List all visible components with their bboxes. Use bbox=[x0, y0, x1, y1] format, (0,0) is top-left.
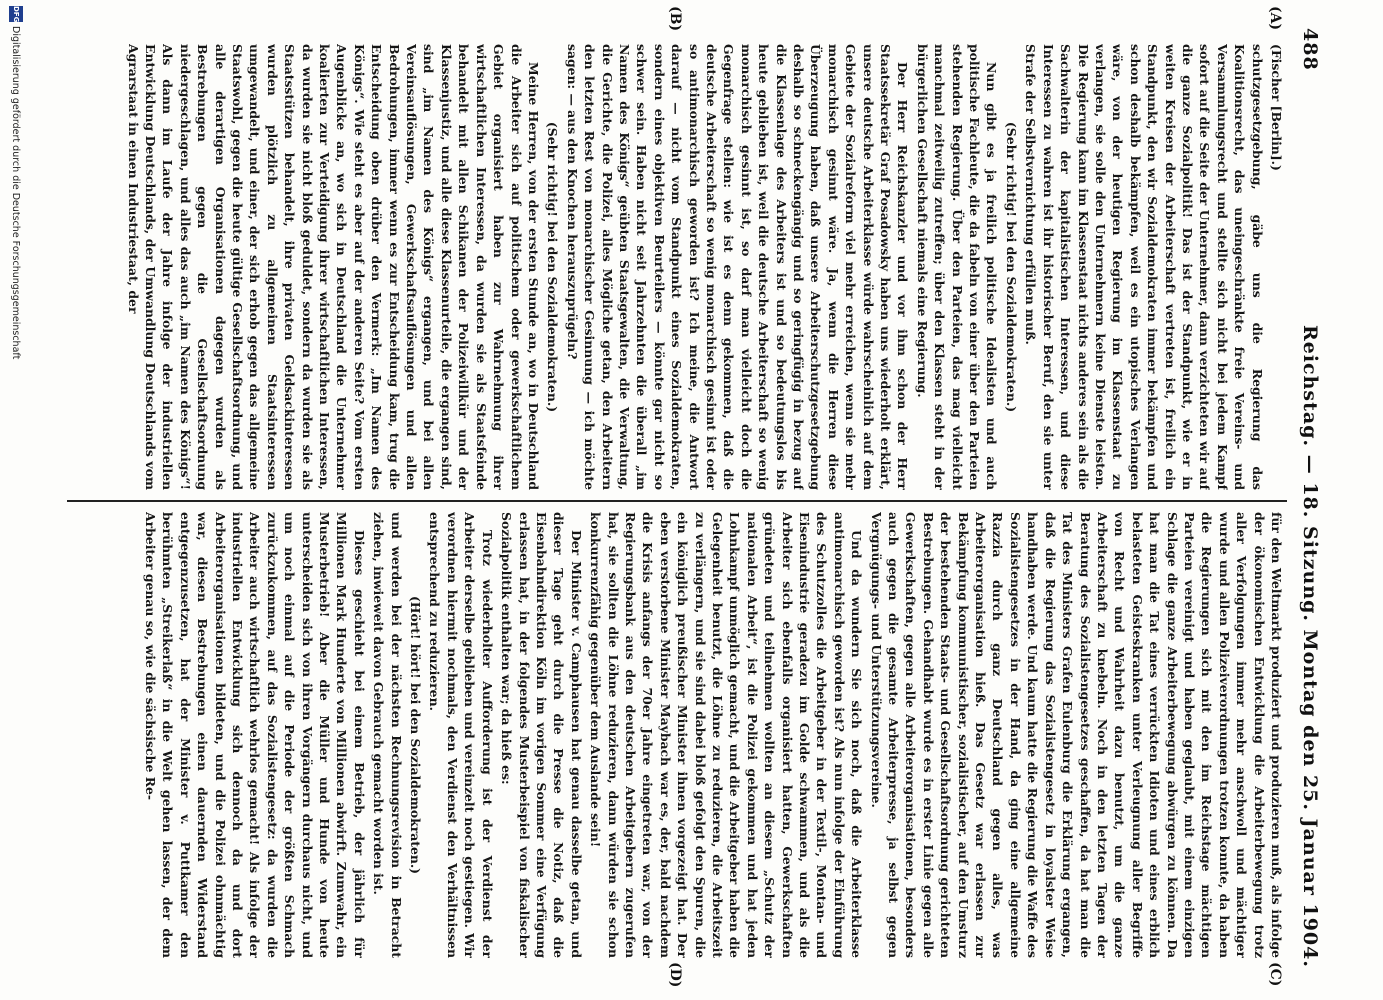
page-header bbox=[1291, 28, 1321, 972]
page-number: 488 bbox=[1299, 28, 1321, 71]
quotation: und werden bei der nächsten Rechnungsrevision in Betracht ziehen, inwieweit davon Gebrauch gemacht worden ist. bbox=[371, 512, 404, 958]
right-column bbox=[63, 512, 1285, 958]
speaker-line: (Fischer [Berlin].) bbox=[1269, 44, 1284, 171]
interjection: (Hört! hört! bei den Sozialdemokraten.) bbox=[408, 595, 424, 875]
digitization-credit bbox=[10, 0, 21, 1000]
margin-mark-b: (B) bbox=[667, 6, 683, 32]
paragraph: Nun gibt es ja freilich politische Idealisten und auch politische Fachleute, die da fabeln von einer über den Parteien stehenden Regierung. Über den Parteien, das mag vielleicht manchmal zeitweilig zutreffen; über den Klassen steht in der bürgerlichen Gesellschaft niemals eine Regierung. bbox=[914, 44, 1000, 490]
paragraph: schutzgesetzgebung, gäbe uns die Regierung das Koalitionsrecht, das uneingeschränkte freie Vereins- und Versammlungsrecht und stellte sich nicht bei jedem Kampf sofort auf die Seite der Unternehmer, dann verzichteten wir auf die ganze Sozialpolitik! Das ist der Standpunkt, wie er in weiten Kreisen der Arbeiterschaft vertreten ist, freilich ein Standpunkt, den wir Sozialdemokraten immer bekämpfen und schon deshalb bekämpfen, weil es ein utopisches Verlangen wäre, von der heutigen Regierung im Klassenstaat zu verlangen, sie solle den Unternehmern keine Dienste leisten. Die Regierung kann im Klassenstaat nichts anderes sein als die Sachwalterin der kapitalistischen Interessen, und diese Interessen zu wahren ist ihr historischer Beruf, den sie unter Strafe der Selbstvernichtung erfüllen muß. bbox=[1023, 44, 1265, 490]
interjection: (Sehr richtig! bei den Sozialdemokraten.) bbox=[545, 121, 561, 413]
paragraph: Der Herr Reichskanzler und vor ihm schon der Herr Staatssekretär Graf Posadowsky haben uns wiederholt erklärt, unsere deutsche Arbeiterklasse würde wahrscheinlich auf dem Gebiete der Sozialreform viel mehr erreichen, wenn sie mehr monarchisch gesinnt wäre. Ja, wenn die Herren diese Überzeugung haben, daß unsere Arbeiterschutzgesetzgebung deshalb so schneckengängig und so geringfügig in bezug auf die Klassenlage des Arbeiters ist und so bedeutungslos bis heute geblieben ist, weil die deutsche Arbeiterschaft so wenig monarchisch gesinnt ist, so darf man vielleicht doch die Gegenfrage stellen: wie ist es denn gekommen, daß die deutsche Arbeiterschaft so wenig monarchisch gesinnt ist oder so antimonarchisch geworden ist? Ich meine, die Antwort darauf — nicht vom Standpunkt eines Sozialdemokraten, sondern eines objektiven Beurteilers — könnte gar nicht so schwer sein. Haben nicht seit Jahrzehnten die überall „im Namen des Königs“ geübten Staatsgewalten, die Verwaltung, die Gerichte, die Polizei, alles Mögliche getan, den Arbeitern den letzten Rest von monarchischer Gesinnung — ich möchte sagen: — aus den Knochen herauszuprügeln? bbox=[564, 44, 911, 490]
margin-mark-c: (C) bbox=[1267, 962, 1283, 987]
margin-mark-a: (A) bbox=[1267, 6, 1283, 31]
margin-mark-d: (D) bbox=[667, 962, 683, 988]
paragraph: Der Minister v. Camphausen hat genau dasselbe getan, und dieser Tage geht durch die Presse die Notiz, daß die Eisenbahndirektion Köln im vorigen Sommer eine Verfügung erlassen hat, in der folgendes Musterbeispiel von fiskalischer Sozialpolitik enthalten war; da hieß es: bbox=[499, 512, 584, 958]
left-column bbox=[63, 44, 1285, 490]
paragraph: Und da wundern Sie sich noch, daß die Arbeiterklasse antimonarchisch geworden ist? Als nun infolge der Einführung des Schutzzolles die Arbeitgeber in der Textil-, Montan- und Eisenindustrie geradezu im Golde schwammen, und als die Arbeiter sich ebenfalls organisiert hatten, Gewerkschaften gründeten und teilnehmen wollten an diesem „Schutz der nationalen Arbeit“, ist die Polizei gekommen und hat jeden Lohnkampf unmöglich gemacht, und die Arbeitgeber haben die Gelegenheit benutzt, die Löhne zu reduzieren, die Arbeitszeit zu verlängern, und sie sind dabei bloß gefolgt den Spuren, die ein königlich preußischer Minister ihnen vorgezeigt hat. Der eben verstorbene Minister Maybach war es, der, bald nachdem die Krisis anfangs der 70er Jahre eingetreten war, von der Regierungsbank aus den deutschen Arbeitgebern zugerufen hat, sie sollten die Löhne reduzieren, dann würden sie schon konkurrenzfähig gegenüber dem Auslande sein! bbox=[588, 512, 865, 958]
paragraph: Dieses geschieht bei einem Betrieb, der jährlich für Millionen Mark Hunderte von Millionen abwirft. Zumwahr, ein Musterbetrieb! Aber die Müller und Hunde von heute unterscheiden sich von ihren Vorgängern durchaus nicht, und um noch einmal auf die Periode der größten Schmach zurückzukommen, auf das Sozialistengesetz: da wurden die Arbeiter auch wirtschaftlich wehrlos gemacht! Als infolge der industriellen Entwicklung sich dennoch da und dort Arbeiterorganisationen bildeten, und die Polizei ohnmächtig war, diesen Bestrebungen einen dauernden Widerstand entgegenzusetzen, hat der Minister v. Puttkamer den berühmten „Streikerlaß“ in die Welt gehen lassen, der dem Arbeiter genau so, wie die sächsische Re- bbox=[143, 512, 367, 958]
credit-text: Digitalisierung gefördert durch die Deutsche Forschungsgemeinschaft bbox=[10, 26, 21, 360]
paragraph: Meine Herren, von der ersten Stunde an, wo in Deutschland die Arbeiter sich auf politischem oder gewerkschaftlichem Gebiet organisiert haben zur Wahrnehmung ihrer wirtschaftlichen Interessen, da wurden sie als Staatsfeinde behandelt mit allen Schikanen der Polizeiwillkür und der Klassenjustiz, und alle diese Klassenurteile, die ergangen sind, sind „im Namen des Königs“ ergangen, und bei allen Vereinsauflösungen, Gewerkschaftsauflösungen und allen Bedrohungen, immer wenn es zur Entscheidung kam, trug die Entscheidung oben drüber den Vermerk: „Im Namen des Königs“. Wie steht es aber auf der anderen Seite? Vom ersten Augenblicke an, wo sich in Deutschland die Unternehmer koalierten zur Verteidigung ihrer wirtschaftlichen Interessen, da wurden sie nicht bloß geduldet, sondern da wurden sie als Staatsstützen behandelt, ihre privaten Geldsackinteressen wurden plötzlich zu allgemeinen Staatsinteressen umgewandelt, und einer, der sich erhob gegen das allgemeine Staatswohl, gegen die heute gültige Gesellschaftsordnung, und alle derartigen Organisationen dagegen wurden als Bestrebungen gegen die Gesellschaftsordnung niedergeschlagen, und alles das auch „im Namen des Königs“! Als dann im Laufe der Jahre infolge der industriellen Entwicklung Deutschlands, der Umwandlung Deutschlands vom Agrarstaat in einen Industriestaat, der bbox=[125, 44, 541, 490]
column-divider bbox=[67, 500, 1287, 502]
paragraph: für den Weltmarkt produziert und produzieren muß, als infolge der ökonomischen Entwicklung die Arbeiterbewegung trotz aller Verfolgungen immer mehr anschwoll und mächtiger wurde und allen Polizeiverordnungen trotzen konnte, da haben die Regierungen sich mit den im Reichstage mächtigen Parteien vereinigt und haben geglaubt, mit einem einzigen Schlage die ganze Arbeiterbewegung abwürgen zu können. Da hat man die Tat eines verrückten Idioten und eines erblich belasteten Geisteskranken unter Verleugnung aller Begriffe von Recht und Wahrheit dazu benutzt, um die ganze Arbeiterschaft zu knebeln. Noch in den letzten Tagen der Beratung des Sozialistengesetzes geschaffen, da hat man die Tat des Ministers Grafen Eulenburg die Erklärung ergangen, daß die Regierung das Sozialistengesetz in loyalster Weise handhaben werde. Und kaum hatte die Regierung die Waffe des Sozialistengesetzes in der Hand, da ging eine allgemeine Razzia durch ganz Deutschland gegen alles, was Arbeiterorganisation hieß. Das Gesetz war erlassen zur Bekämpfung kommunistischer, sozialistischer, auf den Umsturz der bestehenden Staats- und Gesellschaftsordnung gerichteten Bestrebungen. Gehandhabt wurde es in erster Linie gegen alle Gewerkschaften, gegen alle Arbeiterorganisationen, besonders auch gegen die gesamte Arbeiterpresse, ja selbst gegen Vergnügungs- und Unterstützungsvereine. bbox=[868, 512, 1284, 958]
interjection: (Sehr richtig! bei den Sozialdemokraten.) bbox=[1003, 121, 1019, 413]
quotation: Trotz wiederholter Aufforderung ist der Verdienst der Arbeiter derselbe geblieben und vereinzelt noch gestiegen. Wir verordnen hiermit nochmals, den Verdienst den Verhältnissen entsprechend zu reduzieren. bbox=[427, 512, 495, 958]
running-head: Reichstag. — 18. Sitzung. Montag den 25. Januar 1904. bbox=[1299, 324, 1321, 968]
dfg-logo-icon: DFG bbox=[9, 6, 23, 22]
